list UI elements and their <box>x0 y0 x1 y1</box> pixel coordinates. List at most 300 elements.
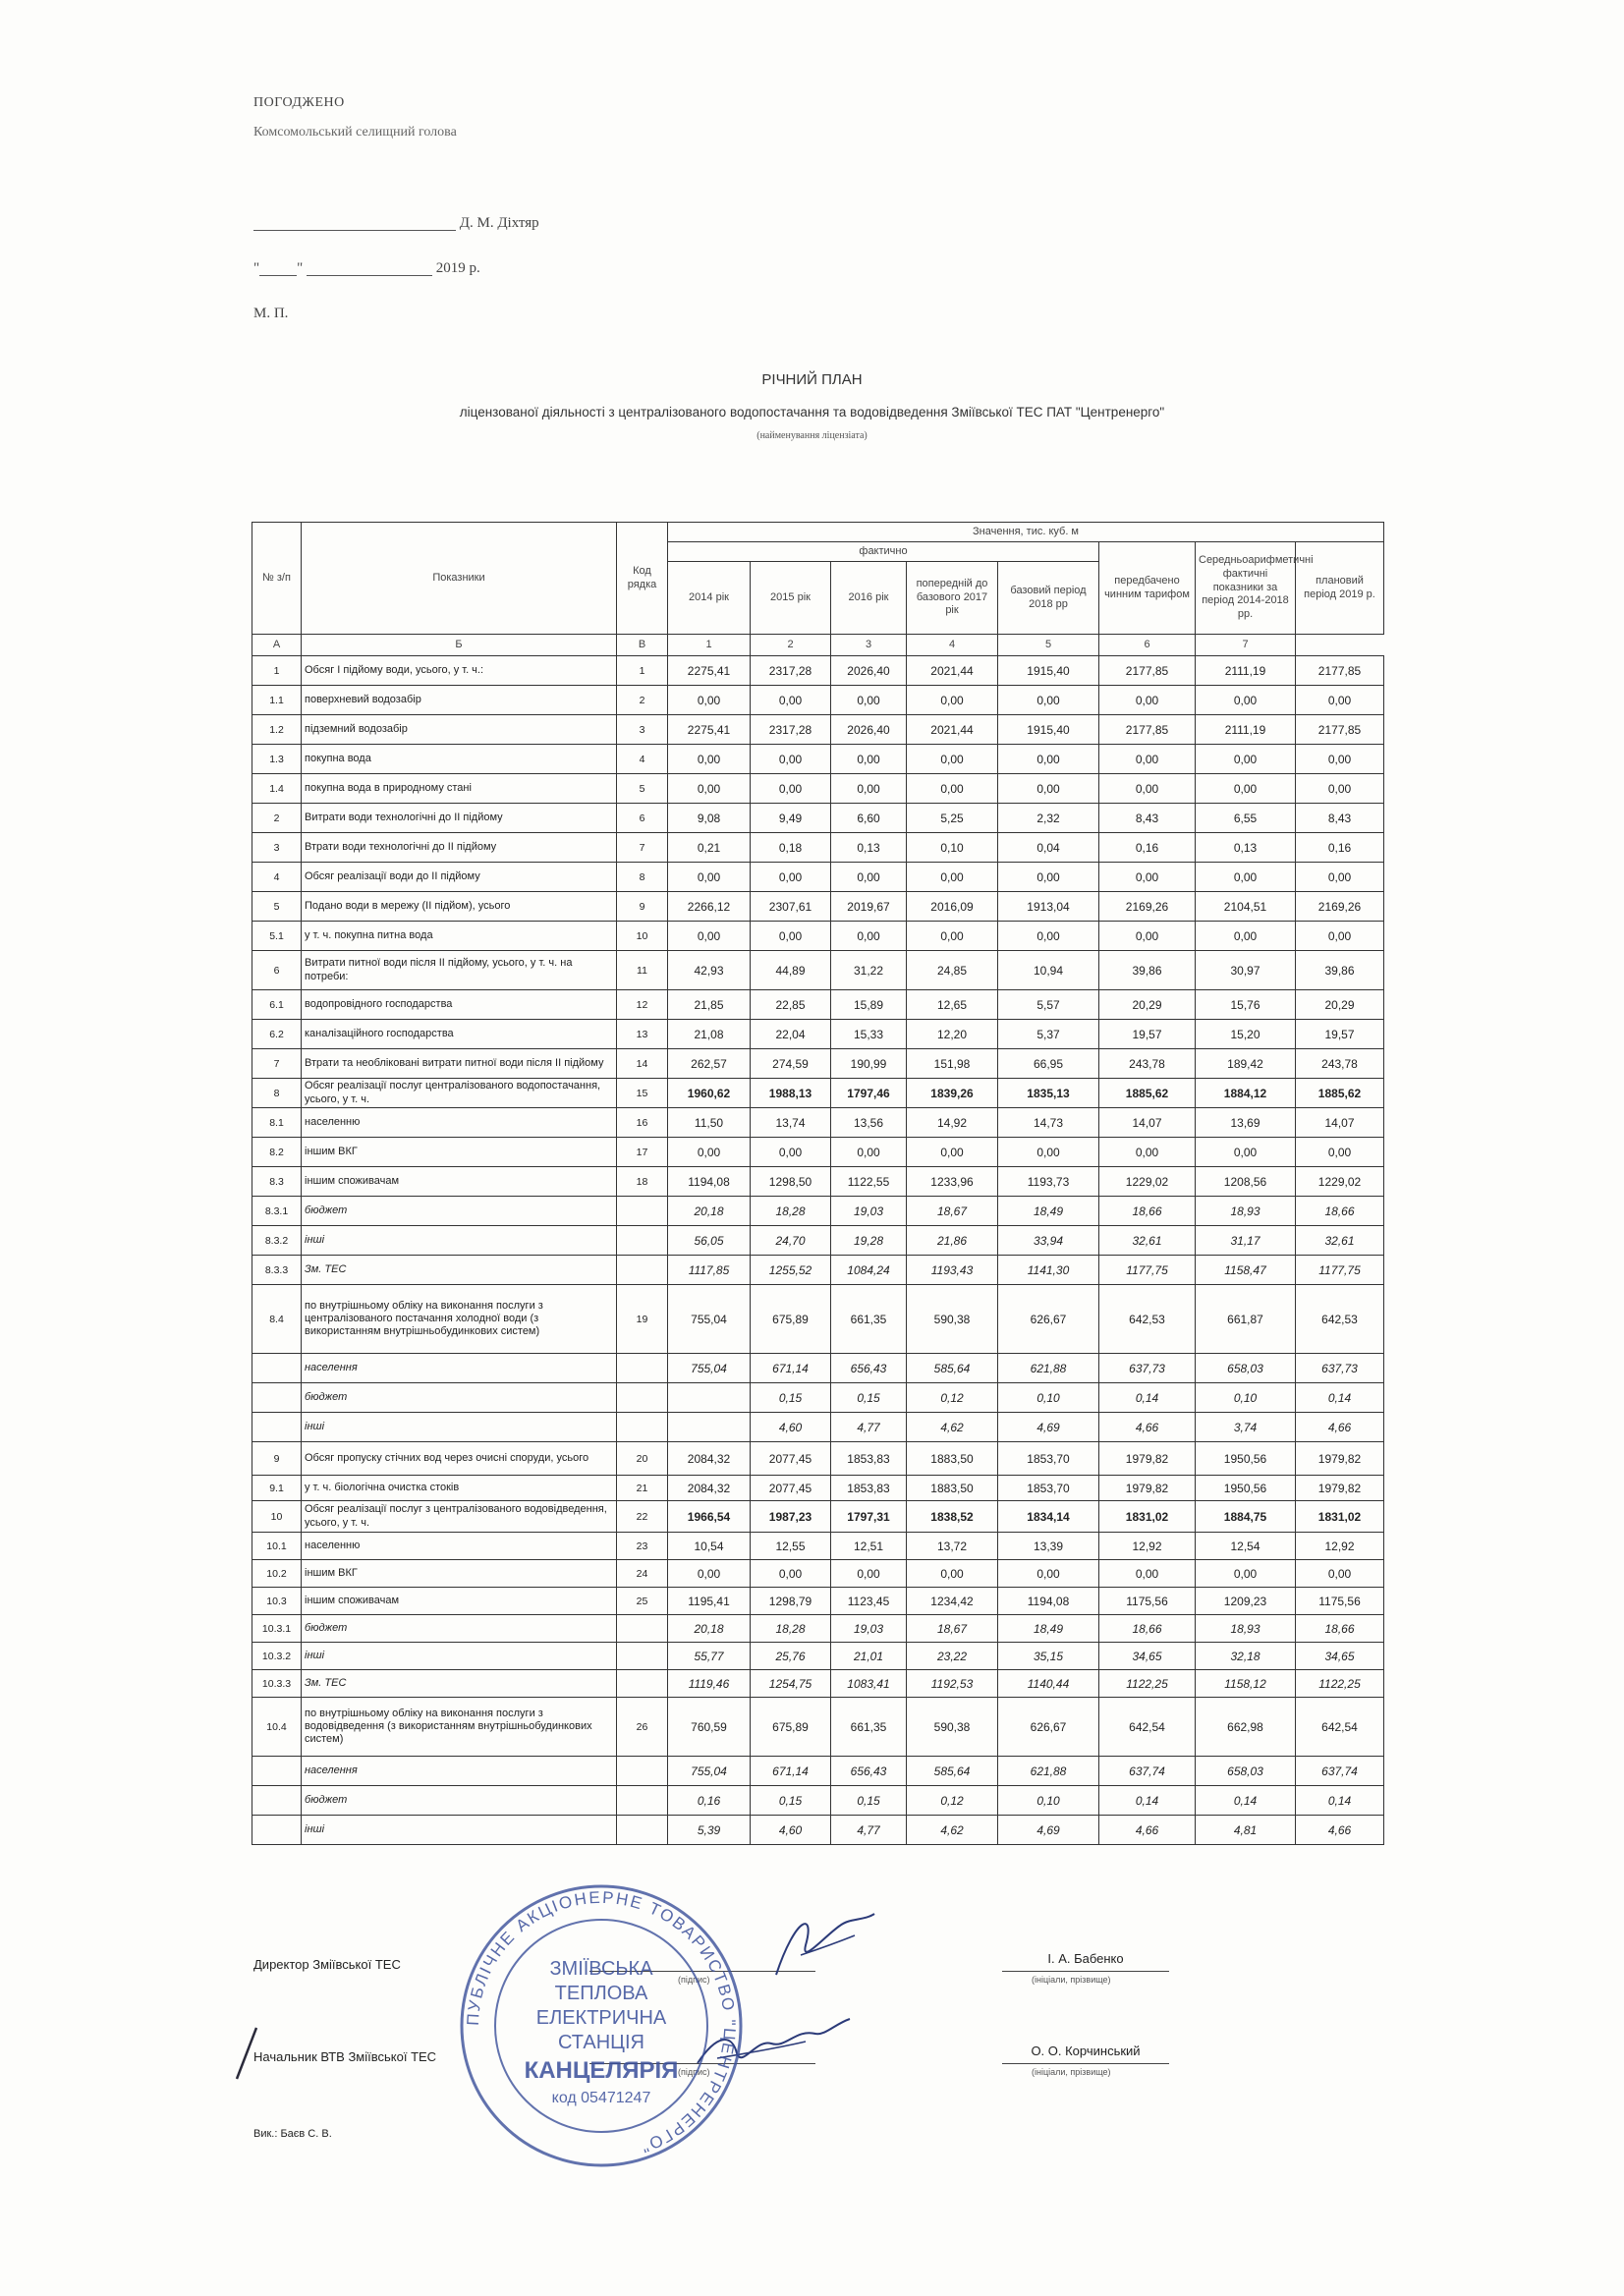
value-cell: 0,00 <box>998 1138 1099 1167</box>
row-label: Втрати та необліковані витрати питної води після II підйому <box>302 1049 617 1079</box>
value-cell: 1140,44 <box>998 1670 1099 1698</box>
table-row <box>252 1670 1384 1698</box>
value-cell: 1177,75 <box>1099 1256 1196 1285</box>
table-row <box>252 1442 1384 1476</box>
value-cell: 1979,82 <box>1099 1442 1196 1476</box>
director-sign-caption: (підпис) <box>678 1975 710 1985</box>
director-name-line <box>1002 1971 1169 1972</box>
value-cell: 44,89 <box>751 951 831 990</box>
row-number: 8.4 <box>252 1285 302 1354</box>
value-cell: 662,98 <box>1196 1698 1296 1757</box>
value-cell: 13,39 <box>998 1533 1099 1560</box>
row-number: 8.3.2 <box>252 1226 302 1256</box>
value-cell: 656,43 <box>831 1757 907 1786</box>
row-code: 26 <box>617 1698 668 1757</box>
value-cell: 55,77 <box>668 1643 751 1670</box>
value-cell: 0,00 <box>998 774 1099 804</box>
value-cell: 0,00 <box>1099 745 1196 774</box>
row-code: 13 <box>617 1020 668 1049</box>
header-col-2018: базовий період 2018 рр <box>998 562 1099 635</box>
value-cell: 0,00 <box>831 686 907 715</box>
value-cell: 1988,13 <box>751 1079 831 1108</box>
value-cell: 2275,41 <box>668 715 751 745</box>
table-row <box>252 1560 1384 1588</box>
value-cell: 0,00 <box>831 863 907 892</box>
row-label: іншим ВКГ <box>302 1138 617 1167</box>
row-label: іншим споживачам <box>302 1167 617 1197</box>
value-cell: 1884,12 <box>1196 1079 1296 1108</box>
table-row <box>252 686 1384 715</box>
value-cell: 1194,08 <box>998 1588 1099 1615</box>
value-cell: 12,92 <box>1099 1533 1196 1560</box>
value-cell: 1083,41 <box>831 1670 907 1698</box>
value-cell: 14,07 <box>1296 1108 1384 1138</box>
table-row <box>252 1816 1384 1845</box>
value-cell: 2177,85 <box>1099 715 1196 745</box>
value-cell: 2077,45 <box>751 1442 831 1476</box>
value-cell: 2266,12 <box>668 892 751 922</box>
value-cell: 15,33 <box>831 1020 907 1049</box>
header-col-2014: 2014 рік <box>668 562 751 635</box>
value-cell: 10,94 <box>998 951 1099 990</box>
header-col-plan: плановий період 2019 р. <box>1296 542 1384 635</box>
value-cell: 12,54 <box>1196 1533 1296 1560</box>
value-cell: 12,92 <box>1296 1533 1384 1560</box>
approval-date-line: " " 2019 р. <box>253 260 480 276</box>
value-cell: 31,22 <box>831 951 907 990</box>
value-cell: 8,43 <box>1296 804 1384 833</box>
value-cell: 0,00 <box>831 745 907 774</box>
row-label: Витрати питної води після II підйому, усього, у т. ч. на потреби: <box>302 951 617 990</box>
value-cell: 4,66 <box>1099 1816 1196 1845</box>
value-cell: 2177,85 <box>1296 715 1384 745</box>
row-label: підземний водозабір <box>302 715 617 745</box>
value-cell: 658,03 <box>1196 1354 1296 1383</box>
value-cell: 0,00 <box>1196 774 1296 804</box>
value-cell: 0,00 <box>1099 686 1196 715</box>
value-cell: 1255,52 <box>751 1256 831 1285</box>
row-label: поверхневий водозабір <box>302 686 617 715</box>
row-number: 4 <box>252 863 302 892</box>
value-cell: 15,89 <box>831 990 907 1020</box>
value-cell: 1122,25 <box>1296 1670 1384 1698</box>
value-cell: 2019,67 <box>831 892 907 922</box>
value-cell: 20,29 <box>1099 990 1196 1020</box>
value-cell: 0,00 <box>1296 922 1384 951</box>
row-number <box>252 1383 302 1413</box>
row-number: 10.4 <box>252 1698 302 1757</box>
value-cell: 18,66 <box>1296 1197 1384 1226</box>
value-cell: 0,00 <box>668 1138 751 1167</box>
row-label: бюджет <box>302 1615 617 1643</box>
value-cell: 0,00 <box>751 774 831 804</box>
header-letter: 6 <box>1099 635 1196 656</box>
value-cell: 12,65 <box>907 990 998 1020</box>
row-code <box>617 1383 668 1413</box>
row-code: 7 <box>617 833 668 863</box>
approval-year: 2019 р. <box>435 260 480 276</box>
row-code <box>617 1786 668 1816</box>
row-code: 8 <box>617 863 668 892</box>
value-cell: 1979,82 <box>1296 1442 1384 1476</box>
value-cell: 19,28 <box>831 1226 907 1256</box>
value-cell: 3,74 <box>1196 1413 1296 1442</box>
svg-text:ТЕПЛОВА: ТЕПЛОВА <box>554 1983 648 2004</box>
value-cell: 590,38 <box>907 1285 998 1354</box>
row-label: населення <box>302 1757 617 1786</box>
value-cell: 8,43 <box>1099 804 1196 833</box>
approval-name: Д. М. Діхтяр <box>459 215 539 231</box>
value-cell: 1835,13 <box>998 1079 1099 1108</box>
value-cell: 0,12 <box>907 1383 998 1413</box>
header-no: № з/п <box>252 523 302 635</box>
header-col-2015: 2015 рік <box>751 562 831 635</box>
value-cell: 2077,45 <box>751 1476 831 1501</box>
value-cell: 2021,44 <box>907 715 998 745</box>
table-row <box>252 863 1384 892</box>
director-name: І. А. Бабенко <box>1047 1951 1124 1966</box>
value-cell: 1979,82 <box>1099 1476 1196 1501</box>
value-cell: 1158,12 <box>1196 1670 1296 1698</box>
value-cell: 34,65 <box>1099 1643 1196 1670</box>
value-cell: 23,22 <box>907 1643 998 1670</box>
row-label: населення <box>302 1354 617 1383</box>
value-cell: 0,21 <box>668 833 751 863</box>
chief-sign-caption: (підпис) <box>678 2067 710 2077</box>
value-cell: 1123,45 <box>831 1588 907 1615</box>
value-cell: 4,81 <box>1196 1816 1296 1845</box>
value-cell: 585,64 <box>907 1354 998 1383</box>
value-cell: 0,00 <box>1196 1560 1296 1588</box>
header-letter: 3 <box>831 635 907 656</box>
value-cell: 5,37 <box>998 1020 1099 1049</box>
value-cell: 1913,04 <box>998 892 1099 922</box>
value-cell: 0,00 <box>751 863 831 892</box>
value-cell: 2016,09 <box>907 892 998 922</box>
row-code: 12 <box>617 990 668 1020</box>
value-cell: 0,00 <box>1099 863 1196 892</box>
approval-signature-line <box>253 216 539 231</box>
value-cell: 0,15 <box>751 1786 831 1816</box>
row-number: 5 <box>252 892 302 922</box>
value-cell: 243,78 <box>1296 1049 1384 1079</box>
value-cell: 1831,02 <box>1296 1501 1384 1533</box>
value-cell: 1298,79 <box>751 1588 831 1615</box>
header-letter: 1 <box>668 635 751 656</box>
value-cell: 12,20 <box>907 1020 998 1049</box>
value-cell: 0,00 <box>831 1138 907 1167</box>
table-row <box>252 1413 1384 1442</box>
row-number: 10.1 <box>252 1533 302 1560</box>
table-row <box>252 1476 1384 1501</box>
row-code: 21 <box>617 1476 668 1501</box>
table-row <box>252 1354 1384 1383</box>
value-cell: 1853,83 <box>831 1442 907 1476</box>
row-code <box>617 1643 668 1670</box>
value-cell: 0,16 <box>668 1786 751 1816</box>
value-cell: 12,55 <box>751 1533 831 1560</box>
value-cell: 0,10 <box>998 1383 1099 1413</box>
value-cell: 0,00 <box>1196 745 1296 774</box>
row-code: 18 <box>617 1167 668 1197</box>
value-cell: 0,00 <box>1099 922 1196 951</box>
row-label: покупна вода <box>302 745 617 774</box>
row-number: 1.1 <box>252 686 302 715</box>
value-cell: 642,53 <box>1296 1285 1384 1354</box>
value-cell: 1158,47 <box>1196 1256 1296 1285</box>
value-cell: 621,88 <box>998 1354 1099 1383</box>
row-number: 10.2 <box>252 1560 302 1588</box>
value-cell: 0,14 <box>1296 1786 1384 1816</box>
document-subtitle: ліцензованої діяльності з централізованого водопостачання та водовідведення Зміївської ТЕС ПАТ "Центренерго" <box>459 405 1165 420</box>
value-cell: 1979,82 <box>1296 1476 1384 1501</box>
value-cell: 34,65 <box>1296 1643 1384 1670</box>
value-cell: 5,39 <box>668 1816 751 1845</box>
value-cell: 1192,53 <box>907 1670 998 1698</box>
value-cell: 1122,55 <box>831 1167 907 1197</box>
row-code <box>617 1670 668 1698</box>
director-title: Директор Зміївської ТЕС <box>253 1957 401 1972</box>
approval-seal-mark: М. П. <box>253 306 289 321</box>
row-number <box>252 1757 302 1786</box>
value-cell: 1987,23 <box>751 1501 831 1533</box>
value-cell: 0,00 <box>751 1138 831 1167</box>
header-values: Значення, тис. куб. м <box>668 523 1384 542</box>
row-number: 2 <box>252 804 302 833</box>
value-cell: 1884,75 <box>1196 1501 1296 1533</box>
value-cell: 755,04 <box>668 1354 751 1383</box>
row-label: інші <box>302 1816 617 1845</box>
row-label: по внутрішньому обліку на виконання послуги з централізованого постачання холодної води (з використанням внутрішньобудинкових систем) <box>302 1285 617 1354</box>
row-number: 1.2 <box>252 715 302 745</box>
row-number <box>252 1786 302 1816</box>
table-row <box>252 774 1384 804</box>
value-cell: 0,18 <box>751 833 831 863</box>
value-cell: 0,15 <box>751 1383 831 1413</box>
row-label: бюджет <box>302 1197 617 1226</box>
value-cell: 18,49 <box>998 1197 1099 1226</box>
value-cell: 1797,31 <box>831 1501 907 1533</box>
value-cell: 6,60 <box>831 804 907 833</box>
row-code: 17 <box>617 1138 668 1167</box>
value-cell: 0,00 <box>1296 1560 1384 1588</box>
value-cell: 24,85 <box>907 951 998 990</box>
value-cell: 18,93 <box>1196 1615 1296 1643</box>
row-code: 5 <box>617 774 668 804</box>
value-cell: 2307,61 <box>751 892 831 922</box>
header-col-average: Середньоарифметичні фактичні показники за період 2014-2018 рр. <box>1196 542 1296 635</box>
value-cell: 4,66 <box>1296 1413 1384 1442</box>
value-cell: 0,04 <box>998 833 1099 863</box>
value-cell: 0,15 <box>831 1786 907 1816</box>
value-cell: 2317,28 <box>751 715 831 745</box>
row-code <box>617 1413 668 1442</box>
table-row <box>252 745 1384 774</box>
value-cell: 1194,08 <box>668 1167 751 1197</box>
value-cell: 0,00 <box>998 863 1099 892</box>
value-cell: 4,60 <box>751 1413 831 1442</box>
row-code: 23 <box>617 1533 668 1560</box>
row-label: бюджет <box>302 1383 617 1413</box>
table-row <box>252 1138 1384 1167</box>
row-label: Обсяг реалізації води до II підйому <box>302 863 617 892</box>
value-cell: 19,57 <box>1296 1020 1384 1049</box>
value-cell: 0,14 <box>1296 1383 1384 1413</box>
table-row <box>252 1020 1384 1049</box>
value-cell: 32,61 <box>1099 1226 1196 1256</box>
value-cell: 0,00 <box>1196 1138 1296 1167</box>
row-number: 5.1 <box>252 922 302 951</box>
table-row <box>252 1757 1384 1786</box>
value-cell: 2111,19 <box>1196 715 1296 745</box>
value-cell: 1119,46 <box>668 1670 751 1698</box>
svg-text:ЕЛЕКТРИЧНА: ЕЛЕКТРИЧНА <box>535 2007 667 2029</box>
row-number: 7 <box>252 1049 302 1079</box>
value-cell: 0,00 <box>668 774 751 804</box>
value-cell: 0,14 <box>1099 1786 1196 1816</box>
svg-text:КАНЦЕЛЯРІЯ: КАНЦЕЛЯРІЯ <box>524 2057 679 2084</box>
value-cell: 20,18 <box>668 1197 751 1226</box>
value-cell: 0,00 <box>907 686 998 715</box>
value-cell: 18,49 <box>998 1615 1099 1643</box>
value-cell: 4,66 <box>1296 1816 1384 1845</box>
value-cell: 0,00 <box>668 1560 751 1588</box>
value-cell: 25,76 <box>751 1643 831 1670</box>
value-cell: 755,04 <box>668 1757 751 1786</box>
table-row <box>252 1079 1384 1108</box>
row-number: 1.3 <box>252 745 302 774</box>
row-number: 9.1 <box>252 1476 302 1501</box>
value-cell: 1195,41 <box>668 1588 751 1615</box>
header-letter: Б <box>302 635 617 656</box>
row-code <box>617 1354 668 1383</box>
value-cell: 0,00 <box>668 686 751 715</box>
value-cell: 42,93 <box>668 951 751 990</box>
row-label: водопровідного господарства <box>302 990 617 1020</box>
header-col-tariff: передбачено чинним тарифом <box>1099 542 1196 635</box>
row-label: Витрати води технологічні до II підйому <box>302 804 617 833</box>
value-cell: 621,88 <box>998 1757 1099 1786</box>
value-cell: 31,17 <box>1196 1226 1296 1256</box>
row-number: 10.3.3 <box>252 1670 302 1698</box>
value-cell: 18,66 <box>1296 1615 1384 1643</box>
value-cell: 656,43 <box>831 1354 907 1383</box>
row-code: 20 <box>617 1442 668 1476</box>
value-cell: 1209,23 <box>1196 1588 1296 1615</box>
value-cell: 760,59 <box>668 1698 751 1757</box>
table-row <box>252 922 1384 951</box>
value-cell: 0,00 <box>751 922 831 951</box>
value-cell: 0,00 <box>998 1560 1099 1588</box>
table-row <box>252 1383 1384 1413</box>
value-cell: 637,73 <box>1099 1354 1196 1383</box>
value-cell: 1229,02 <box>1296 1167 1384 1197</box>
value-cell: 2275,41 <box>668 656 751 686</box>
value-cell: 0,10 <box>907 833 998 863</box>
approval-position: Комсомольський селищний голова <box>253 125 457 140</box>
executor-note: Вик.: Баєв С. В. <box>253 2128 332 2140</box>
row-number: 6 <box>252 951 302 990</box>
approval-heading: ПОГОДЖЕНО <box>253 95 345 110</box>
table-row <box>252 990 1384 1020</box>
row-code: 6 <box>617 804 668 833</box>
value-cell <box>668 1413 751 1442</box>
value-cell: 11,50 <box>668 1108 751 1138</box>
chief-title: Начальник ВТВ Зміївської ТЕС <box>253 2049 437 2064</box>
table-row <box>252 656 1384 686</box>
row-number: 3 <box>252 833 302 863</box>
value-cell: 4,62 <box>907 1413 998 1442</box>
row-code: 19 <box>617 1285 668 1354</box>
value-cell: 0,10 <box>1196 1383 1296 1413</box>
value-cell: 33,94 <box>998 1226 1099 1256</box>
value-cell: 1883,50 <box>907 1442 998 1476</box>
value-cell: 2021,44 <box>907 656 998 686</box>
value-cell: 39,86 <box>1296 951 1384 990</box>
value-cell: 1853,83 <box>831 1476 907 1501</box>
value-cell: 637,73 <box>1296 1354 1384 1383</box>
row-number: 10.3.2 <box>252 1643 302 1670</box>
value-cell: 22,85 <box>751 990 831 1020</box>
value-cell: 658,03 <box>1196 1757 1296 1786</box>
value-cell: 13,72 <box>907 1533 998 1560</box>
row-code <box>617 1226 668 1256</box>
value-cell: 12,51 <box>831 1533 907 1560</box>
value-cell: 6,55 <box>1196 804 1296 833</box>
row-number: 1.4 <box>252 774 302 804</box>
value-cell: 0,00 <box>831 1560 907 1588</box>
row-code <box>617 1197 668 1226</box>
value-cell: 0,00 <box>751 745 831 774</box>
row-number: 6.2 <box>252 1020 302 1049</box>
row-code: 4 <box>617 745 668 774</box>
header-col-2017: попередній до базового 2017 рік <box>907 562 998 635</box>
value-cell: 1885,62 <box>1099 1079 1196 1108</box>
value-cell: 1915,40 <box>998 715 1099 745</box>
value-cell: 0,00 <box>831 774 907 804</box>
row-number: 9 <box>252 1442 302 1476</box>
value-cell: 661,35 <box>831 1698 907 1757</box>
value-cell: 0,00 <box>907 1138 998 1167</box>
value-cell: 637,74 <box>1296 1757 1384 1786</box>
value-cell: 0,00 <box>1196 922 1296 951</box>
value-cell: 243,78 <box>1099 1049 1196 1079</box>
value-cell: 637,74 <box>1099 1757 1196 1786</box>
row-label: покупна вода в природному стані <box>302 774 617 804</box>
value-cell: 2169,26 <box>1296 892 1384 922</box>
value-cell: 2104,51 <box>1196 892 1296 922</box>
director-signature <box>756 1906 894 1985</box>
header-letters-row <box>252 635 1384 656</box>
value-cell: 262,57 <box>668 1049 751 1079</box>
value-cell: 22,04 <box>751 1020 831 1049</box>
value-cell: 1883,50 <box>907 1476 998 1501</box>
value-cell: 20,18 <box>668 1615 751 1643</box>
svg-text:ПУБЛІЧНЕ АКЦІОНЕРНЕ ТОВАРИСТВО: ПУБЛІЧНЕ АКЦІОНЕРНЕ ТОВАРИСТВО "ЦЕНТРЕНЕРГО" <box>463 1887 740 2157</box>
value-cell: 0,16 <box>1099 833 1196 863</box>
document-title: РІЧНИЙ ПЛАН <box>761 371 863 388</box>
value-cell: 0,00 <box>831 922 907 951</box>
row-label: населенню <box>302 1533 617 1560</box>
value-cell: 0,14 <box>1196 1786 1296 1816</box>
value-cell: 4,77 <box>831 1816 907 1845</box>
value-cell: 10,54 <box>668 1533 751 1560</box>
table-row <box>252 951 1384 990</box>
row-label: Втрати води технологічні до II підйому <box>302 833 617 863</box>
row-number: 10.3 <box>252 1588 302 1615</box>
table-row <box>252 1786 1384 1816</box>
row-number: 10 <box>252 1501 302 1533</box>
